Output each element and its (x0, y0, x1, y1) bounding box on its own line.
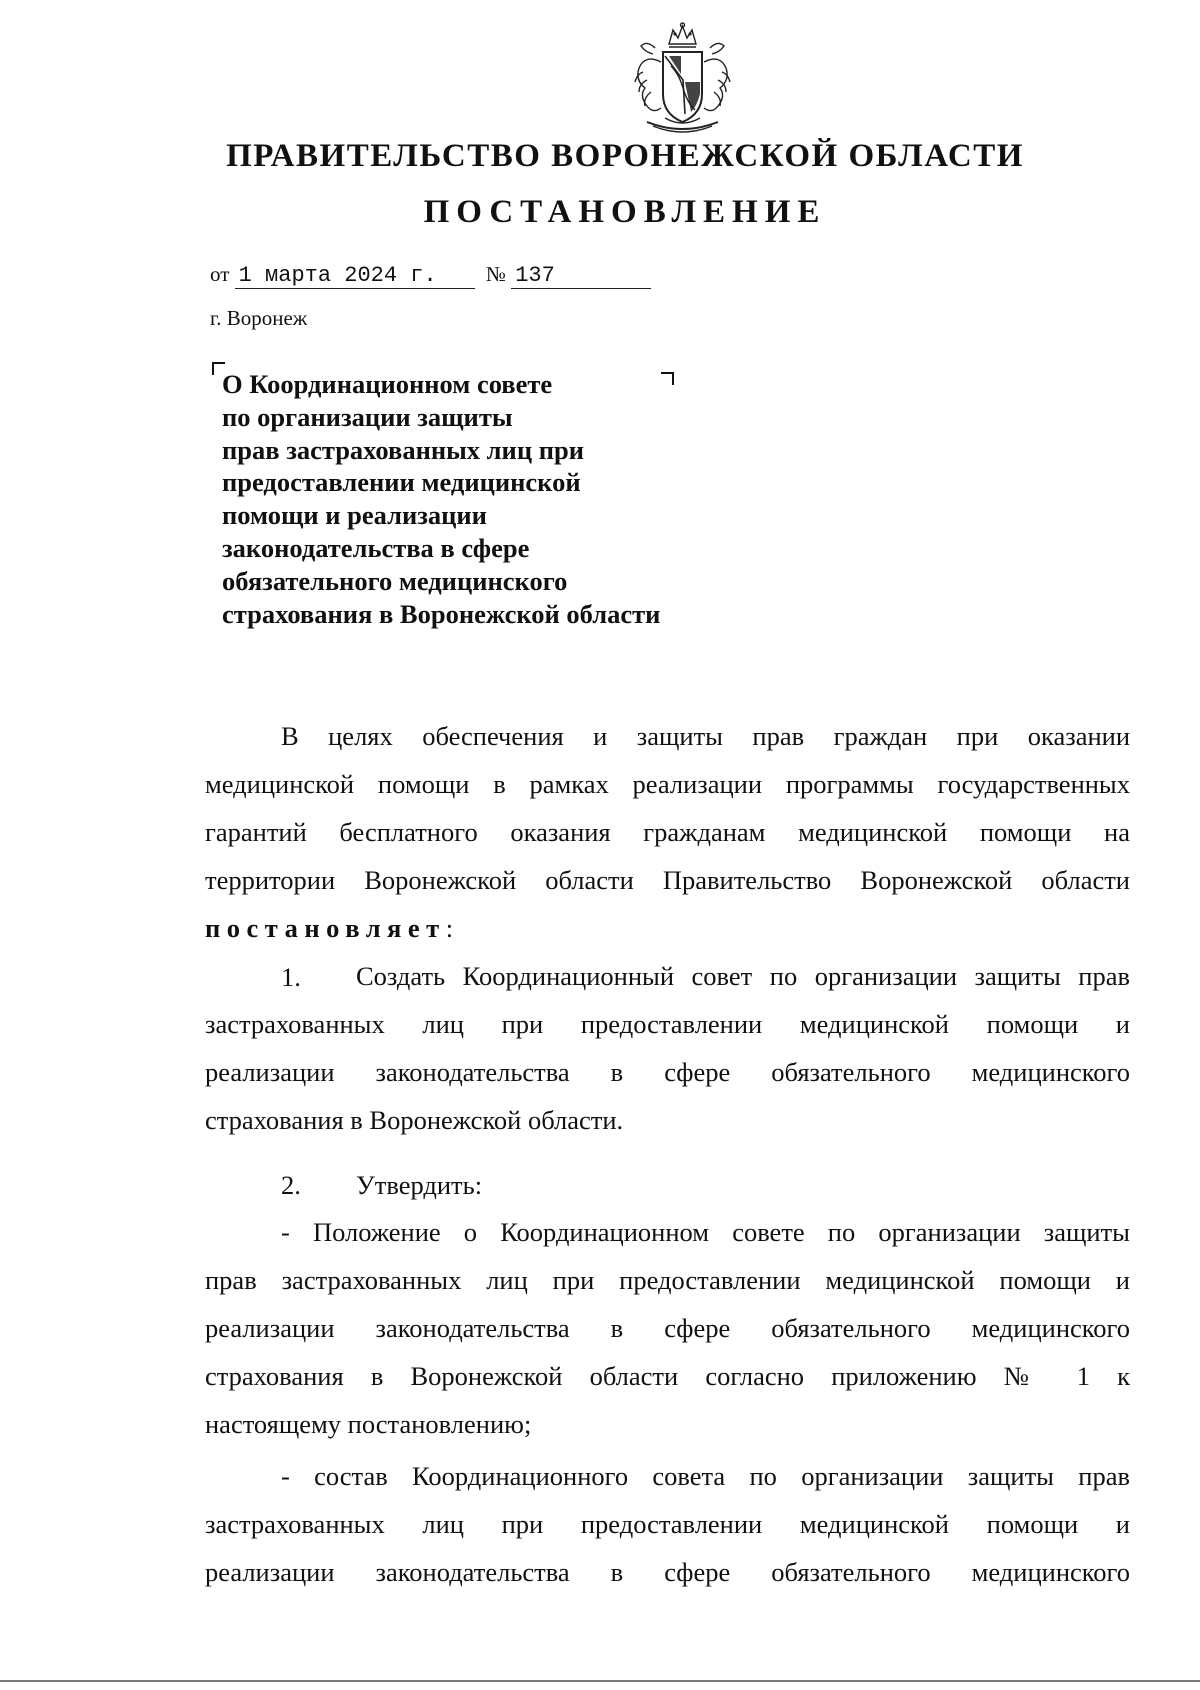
subject-corner-right-mark (660, 366, 674, 392)
document-subject (222, 368, 660, 630)
page-bottom-edge (0, 1680, 1200, 1682)
item-1-paragraph (205, 952, 1130, 1144)
government-title: ПРАВИТЕЛЬСТВО ВОРОНЕЖСКОЙ ОБЛАСТИ (226, 138, 1024, 174)
item-2-text: Утвердить: (356, 1170, 483, 1200)
preamble-line: территории Воронежской области Правительство Воронежской области (205, 865, 1130, 895)
subject-line: О Координационном совете (222, 369, 553, 399)
sub-item-2-paragraph (205, 1452, 1130, 1596)
preamble-line: гарантий бесплатного оказания гражданам медицинской помощи на (205, 817, 1130, 847)
item-1-line: застрахованных лиц при предоставлении медицинской помощи и (205, 1009, 1130, 1039)
preamble-line: медицинской помощи в рамках реализации программы государственных (205, 769, 1130, 799)
sub-item-2-line: - состав Координационного совета по организации защиты прав (281, 1461, 1130, 1491)
number-prefix: № (485, 262, 506, 286)
sub-item-1-line: страхования в Воронежской области согласно приложению № 1 к (205, 1361, 1130, 1391)
subject-line: обязательного медицинского (222, 565, 568, 596)
sub-item-1-paragraph (205, 1208, 1130, 1448)
subject-line: законодательства в сфере (222, 532, 530, 563)
document-number: 137 (511, 263, 651, 289)
item-2-number: 2. (281, 1170, 301, 1200)
resolves-line (205, 904, 1130, 952)
subject-line: помощи и реализации (222, 500, 487, 531)
subject-line: предоставлении медицинской (222, 467, 581, 498)
subject-line: страхования в Воронежской области (222, 598, 661, 629)
subject-line: по организации защиты (222, 401, 513, 432)
item-1-line: реализации законодательства в сфере обязательного медицинского (205, 1057, 1130, 1087)
sub-item-1-line: - Положение о Координационном совете по организации защиты (281, 1217, 1130, 1247)
date-number-line (210, 262, 651, 289)
document-type-title: ПОСТАНОВЛЕНИЕ (423, 194, 827, 230)
document-date: 1 марта 2024 г. (235, 263, 475, 289)
coat-of-arms-emblem (625, 22, 740, 140)
item-1-line: страхования в Воронежской области. (205, 1105, 624, 1135)
city-line: г. Воронеж (210, 306, 308, 330)
sub-item-2-line: застрахованных лиц при предоставлении медицинской помощи и (205, 1509, 1130, 1539)
item-1-line: Создать Координационный совет по организации защиты прав (356, 961, 1130, 991)
resolves-colon: : (445, 913, 454, 943)
sub-item-1-line: реализации законодательства в сфере обязательного медицинского (205, 1313, 1130, 1343)
sub-item-1-line: прав застрахованных лиц при предоставлении медицинской помощи и (205, 1265, 1130, 1295)
date-prefix: от (210, 262, 230, 286)
item-1-number: 1. (281, 962, 301, 992)
preamble-paragraph (205, 712, 1130, 952)
resolves-word: постановляет (205, 913, 446, 943)
sub-item-2-line: реализации законодательства в сфере обязательного медицинского (205, 1557, 1130, 1587)
preamble-line: В целях обеспечения и защиты прав граждан при оказании (281, 721, 1130, 751)
sub-item-1-line: настоящему постановлению; (205, 1409, 532, 1439)
subject-line: прав застрахованных лиц при (222, 434, 584, 465)
